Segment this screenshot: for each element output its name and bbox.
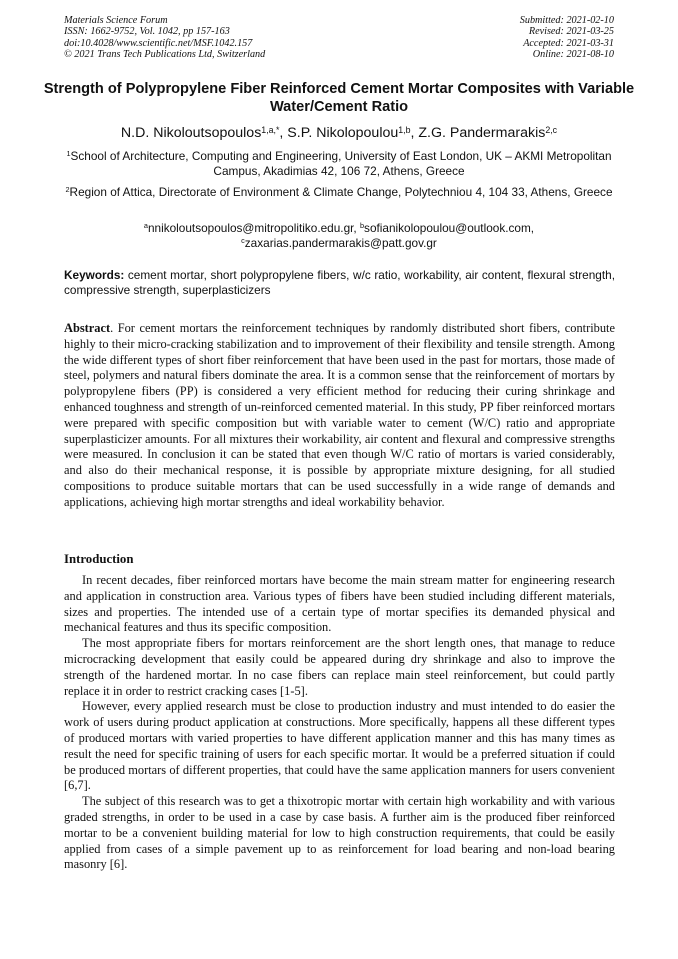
issn-line: ISSN: 1662-9752, Vol. 1042, pp 157-163: [64, 26, 230, 38]
author-superscript: 2,c: [545, 124, 558, 135]
copyright-line: © 2021 Trans Tech Publications Ltd, Switzerland: [64, 49, 266, 61]
introduction-body: [64, 573, 615, 873]
submission-dates: [520, 15, 614, 61]
body-paragraph: However, every applied research must be close to production industry and must intended to do easier the work of users during product application at constructions. More specifically, happens all these different types of produced mortars with varied properties to have different application manner and this has many times as result the need for specific training of users for each specific mortar. It would be a preferred situation if could be produced mortars of different properties, that could have the same application manners for users convenient [6,7].: [64, 699, 615, 793]
affiliation-text: School of Architecture, Computing and Engineering, University of East London, UK – AKMI Metropolitan Campus, Akadimias 42, 106 72, Athens, Greece: [70, 149, 612, 179]
author-superscript: 1,b: [398, 124, 411, 135]
author-separator: ,: [279, 125, 288, 141]
body-paragraph: The subject of this research was to get a thixotropic mortar with certain high workability and with various graded strengths, in order to be used in a case by case basis. A further aim is the produced fiber reinforced mortar to be a convenient building material for low to high construction requirements, that could be easily applied from cases of a simple pavement up to as reinforcement for load bearing and non-load bearing masonry [6].: [64, 794, 615, 872]
affiliation-1: [64, 149, 614, 179]
author-emails: [64, 221, 614, 250]
author-name: N.D. Nikoloutsopoulos: [120, 125, 262, 141]
abstract-text: . For cement mortars the reinforcement techniques by randomly distributed short fibers, contribute highly to their micro-cracking stabilization and to improvement of their flexibility and tensile strength. Among the wide different types of short fiber reinforcement that have been used in the past for mortars, those made of steel, polymers and natural fibers dominate the area. It is a common sense that the reinforcement of mortars by polypropylene fibers (PP) is considered a very efficient method for reducing their curing shrinkage and enhanced toughness and strength of un-reinforced cemented material. In this study, PP fiber reinforced mortars were prepared with specific composition but with variable water to cement (W/C) ratio and appropriate superplasticizer amounts. For all mixtures their workability, air content and flexural and compressive strengths were measured. In conclusion it can be stated that even though W/C ratio of mortars is varied considerably, and also do their mechanical response, it is possible by appropriate mixture designing, for all studied compositions to produce suitable mortars that can be used successfully in a wide range of demands and applications, achieving high mortar strengths and ideal workability behavior.: [64, 321, 615, 509]
author-superscript: 1,a,*: [261, 124, 280, 135]
keywords-label: Keywords:: [64, 268, 125, 282]
online-date: Online: 2021-08-10: [532, 49, 614, 61]
keywords-text: cement mortar, short polypropylene fibers, w/c ratio, workability, air content, flexural strength, compressive strength, superplasticizers: [64, 268, 615, 298]
affiliation-text: Region of Attica, Directorate of Environment & Climate Change, Polytechniou 4, 104 33, Athens, Greece: [69, 185, 613, 199]
affiliation-2: [64, 185, 614, 200]
abstract-label: Abstract: [64, 321, 111, 335]
section-heading-introduction: Introduction: [64, 552, 134, 566]
email-marker: b: [359, 221, 365, 231]
author-separator: ,: [410, 125, 419, 141]
doi-line: doi:10.4028/www.scientific.net/MSF.1042.157: [64, 37, 253, 49]
keywords-block: [64, 268, 615, 298]
revised-date: Revised: 2021-03-25: [528, 26, 614, 38]
email-marker: a: [143, 221, 148, 231]
abstract-block: [64, 321, 615, 511]
paper-title: Strength of Polypropylene Fiber Reinforced Cement Mortar Composites with Variable Water/Cement Ratio: [43, 81, 635, 115]
journal-name: Materials Science Forum: [64, 15, 168, 26]
body-paragraph: In recent decades, fiber reinforced mortars have become the main stream matter for engineering research and application in construction area. Various types of fibers have been studied including different materials, sizes and properties. The intended use of a certain type of mortar specifies its demanded physical and mechanical features and thus its specific composition.: [64, 573, 615, 635]
email-marker: c: [241, 235, 245, 245]
journal-info: [64, 15, 265, 61]
email-link[interactable]: sofianikolopoulou@outlook.com,: [364, 221, 535, 235]
accepted-date: Accepted: 2021-03-31: [523, 37, 614, 49]
affiliation-marker: 2: [65, 185, 70, 195]
affiliation-marker: 1: [66, 149, 71, 159]
submitted-date: Submitted: 2021-02-10: [519, 15, 614, 26]
email-link[interactable]: zaxarias.pandermarakis@patt.gov.gr: [244, 235, 437, 250]
author-name: Z.G. Pandermarakis: [418, 125, 546, 141]
email-link[interactable]: nnikoloutsopoulos@mitropolitiko.edu.gr,: [147, 221, 360, 235]
author-list: [30, 124, 648, 142]
body-paragraph: The most appropriate fibers for mortars reinforcement are the short length ones, that manage to reduce microcracking development that easily could be appeared during dry shrinkage and also to improve the strength of the hardened mortar. In no case fibers can replace main steel reinforcement, but could partly replace it in order to restrict cracking cases [1-5].: [64, 636, 615, 698]
author-name: S.P. Nikolopoulou: [287, 125, 399, 141]
